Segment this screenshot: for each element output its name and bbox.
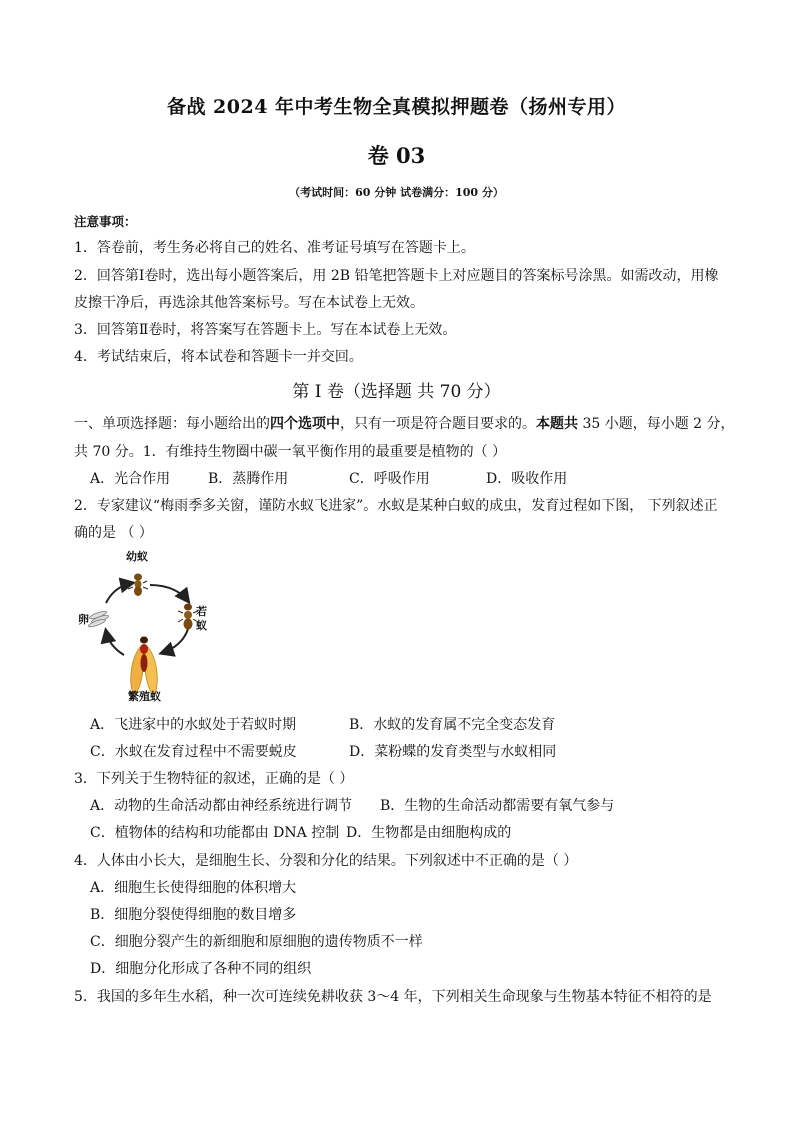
exam-subtitle: 卷 03	[367, 143, 426, 168]
q4-option-d: D．细胞分化形成了各种不同的组织	[90, 961, 312, 977]
q1-option-a: A．光合作用	[90, 471, 171, 487]
question-2-stem: 确的是 （ ）	[74, 525, 153, 541]
arrow-nymph-to-adult	[162, 629, 188, 653]
section-title: 第 I 卷（选择题 共 70 分）	[292, 382, 501, 402]
note-item: 皮擦干净后，再选涂其他答案标号。写在本试卷上无效。	[74, 295, 424, 311]
winged-adult-icon	[131, 637, 158, 696]
q3-option-b: B．生物的生命活动都需要有氧气参与	[380, 798, 615, 814]
intro-bold: 本题共	[536, 416, 578, 432]
q2-option-b: B．水蚁的发育属不完全变态发育	[349, 717, 556, 733]
question-1-stem: 共 70 分。1．有维持生物圈中碳一氧平衡作用的最重要是植物的（ ）	[74, 444, 507, 460]
intro-text: 一、单项选择题：每小题给出的	[74, 416, 270, 432]
label-egg: 卵	[78, 613, 89, 626]
q2-option-a: A．飞进家中的水蚁处于若蚁时期	[90, 717, 297, 733]
intro-text: ，只有一项是符合题目要求的。	[340, 416, 536, 432]
question-2-stem: 2．专家建议“梅雨季多关窗，谨防水蚁飞进家”。水蚁是某种白蚁的成虫，发育过程如下图， 下列叙述正	[74, 498, 718, 514]
label-nymph-2: 蚁	[196, 619, 207, 632]
nymph-icon	[178, 604, 198, 630]
label-adult: 繁殖蚁	[128, 690, 161, 703]
q1-option-c: C．呼吸作用	[349, 471, 430, 487]
q3-option-d: D．生物都是由细胞构成的	[346, 825, 512, 841]
note-item: 2．回答第Ⅰ卷时，选出每小题答案后，用 2B 铅笔把答题卡上对应题目的答案标号涂黑。如需改动，用橡	[74, 268, 719, 284]
question-5-stem: 5．我国的多年生水稻，种一次可连续免耕收获 3～4 年，下列相关生命现象与生物基本特征不相符的是	[74, 989, 712, 1005]
exam-title: 备战 2024 年中考生物全真模拟押题卷（扬州专用）	[166, 96, 627, 118]
intro-bold: 四个选项中	[270, 416, 340, 432]
q1-option-d: D．吸收作用	[486, 471, 568, 487]
arrow-adult-to-egg	[106, 631, 124, 655]
label-larva: 幼蚁	[126, 550, 148, 563]
q2-option-c: C．水蚁在发育过程中不需要蜕皮	[90, 744, 297, 760]
arrow-larva-to-nymph	[150, 585, 188, 601]
q3-option-c: C．植物体的结构和功能都由 DNA 控制	[90, 825, 340, 841]
exam-meta: （考试时间：60 分钟 试卷满分：100 分）	[289, 186, 504, 199]
notes-heading: 注意事项：	[74, 214, 137, 229]
larva-icon	[128, 574, 148, 597]
arrow-egg-to-larva	[106, 583, 132, 603]
q4-option-a: A．细胞生长使得细胞的体积增大	[90, 880, 297, 896]
intro-text: 35 小题，每小题 2 分，	[578, 416, 735, 432]
note-item: 3．回答第Ⅱ卷时，将答案写在答题卡上。写在本试卷上无效。	[74, 322, 457, 338]
q4-option-c: C．细胞分裂产生的新细胞和原细胞的遗传物质不一样	[90, 934, 423, 950]
q4-option-b: B．细胞分裂使得细胞的数目增多	[90, 907, 297, 923]
q1-option-b: B．蒸腾作用	[208, 471, 289, 487]
question-3-stem: 3．下列关于生物特征的叙述，正确的是（ ）	[74, 771, 354, 787]
q3-option-a: A．动物的生命活动都由神经系统进行调节	[90, 798, 353, 814]
termite-life-cycle-diagram	[70, 545, 230, 705]
section-intro	[74, 413, 735, 433]
note-item: 4．考试结束后，将本试卷和答题卡一并交回。	[74, 349, 363, 365]
label-nymph-1: 若	[196, 605, 207, 618]
note-item: 1．答卷前，考生务必将自己的姓名、准考证号填写在答题卡上。	[74, 240, 475, 256]
question-4-stem: 4．人体由小长大，是细胞生长、分裂和分化的结果。下列叙述中不正确的是（ ）	[74, 853, 578, 869]
q2-option-d: D．菜粉蝶的发育类型与水蚁相同	[349, 744, 557, 760]
egg-icon	[88, 610, 109, 628]
